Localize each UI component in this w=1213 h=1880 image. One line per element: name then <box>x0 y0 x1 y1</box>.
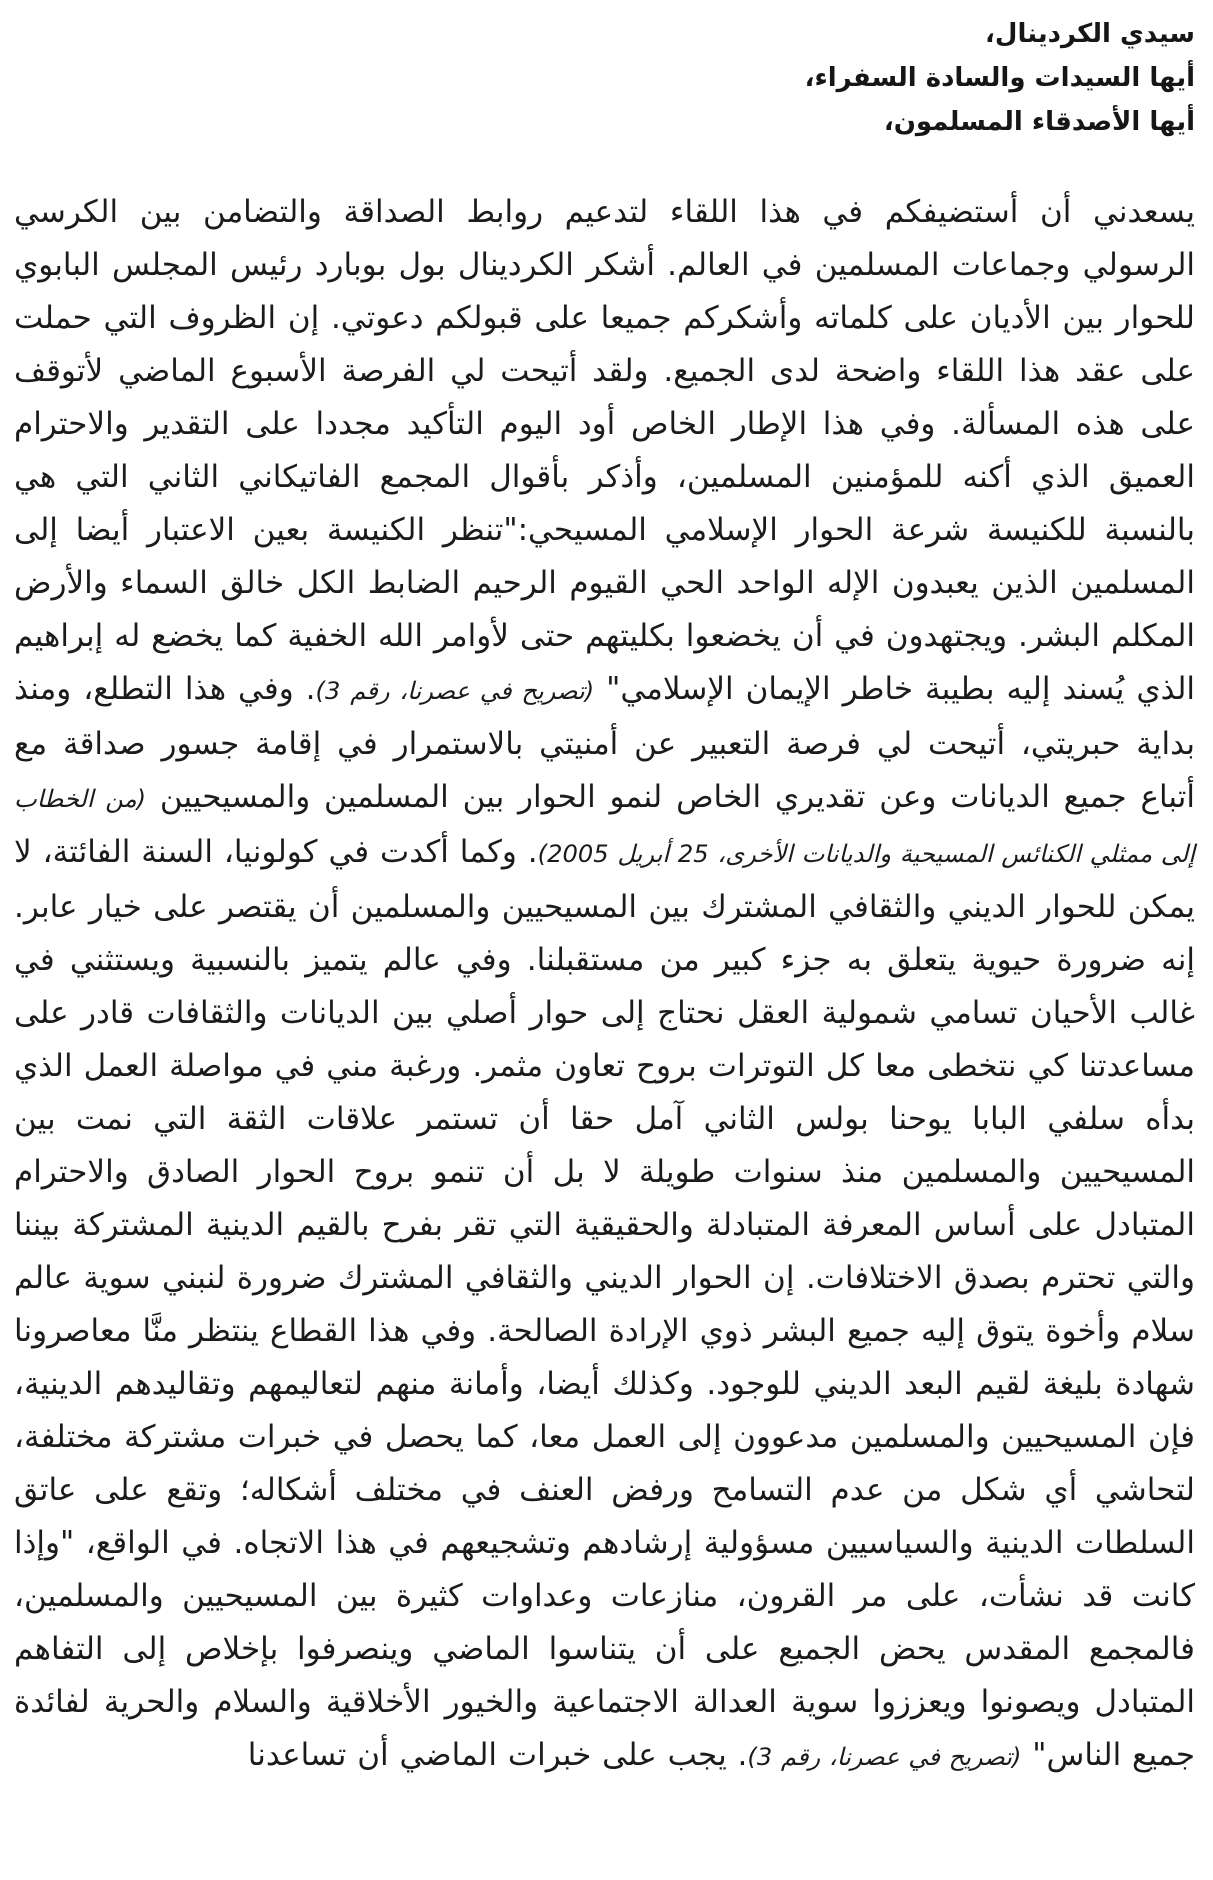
salutation <box>14 12 1195 144</box>
body-paragraph <box>14 186 1195 1784</box>
text-run: . وفي هذا التطلع، ومنذ بداية حبريتي، أتيحت لي فرصة التعبير عن أمنيتي بالاستمرار في إقامة جسور صداقة مع أتباع جميع الديانات وعن تقديري الخاص لنمو الحوار بين المسلمين والمسيحيين <box>14 671 1195 815</box>
citation-run: (تصريح في عصرنا، رقم 3) <box>747 1743 1022 1771</box>
salutation-line-ambassadors: أيها السيدات والسادة السفراء، <box>804 63 1195 93</box>
citation-run: (من الخطاب إلى ممثلي الكنائس المسيحية والديانات الأخرى، 25 أبريل 2005) <box>14 785 1195 868</box>
text-run: . وكما أكدت في كولونيا، السنة الفائتة، لا يمكن للحوار الديني والثقافي المشترك بين المسيحيين والمسلمين أن يقتصر على خيار عابر. إنه ضرورة حيوية يتعلق به جزء كبير من مستقبلنا. وفي عالم يتميز بالنسبية ويستثني في غالب الأحيان تسامي شمولية العقل نحتاج إلى حوار أصلي بين الديانات والثقافات قادر على مساعدتنا كي نتخطى معا كل التوترات بروح تعاون مثمر. ورغبة مني في مواصلة العمل الذي بدأه سلفي البابا يوحنا بولس الثاني آمل حقا أن تستمر علاقات الثقة التي نمت بين المسيحيين والمسلمين منذ سنوات طويلة لا بل أن تنمو بروح الحوار الصادق والاحترام المتبادل على أساس المعرفة المتبادلة والحقيقية التي تقر بفرح بالقيم الدينية المشتركة بيننا والتي تحترم بصدق الاختلافات. إن الحوار الديني والثقافي المشترك ضرورة لنبني سوية عالم سلام وأخوة يتوق إليه جميع البشر ذوي الإرادة الصالحة. وفي هذا القطاع ينتظر منَّا معاصرونا شهادة بليغة لقيم البعد الديني للوجود. وكذلك أيضا، وأمانة منهم لتعاليمهم وتقاليدهم الدينية، فإن المسيحيين والمسلمين مدعوون إلى العمل معا، كما يحصل في خبرات مشتركة مختلفة، لتحاشي أي شكل من عدم التسامح ورفض العنف في مختلف أشكاله؛ وتقع على عاتق السلطات الدينية والسياسيين مسؤولية إرشادهم وتشجيعهم في هذا الاتجاه. في الواقع، "وإذا كانت قد نشأت، على مر القرون، منازعات وعداوات كثيرة بين المسيحيين والمسلمين، فالمجمع المقدس يحض الجميع على أن يتناسوا الماضي وينصرفوا بإخلاص إلى التفاهم المتبادل ويصونوا ويعززوا سوية العدالة الاجتماعية والخيور الأخلاقية والسلام والحرية لفائدة جميع الناس" <box>14 834 1195 1773</box>
salutation-line-muslim-friends: أيها الأصدقاء المسلمون، <box>883 107 1195 137</box>
salutation-line-cardinal: سيدي الكردينال، <box>985 19 1195 49</box>
text-run: . يجب على خبرات الماضي أن تساعدنا <box>247 1737 748 1773</box>
text-run: يسعدني أن أستضيفكم في هذا اللقاء لتدعيم روابط الصداقة والتضامن بين الكرسي الرسولي وجماعات المسلمين في العالم. أشكر الكردينال بول بوبارد رئيس المجلس البابوي للحوار بين الأديان على كلماته وأشكركم جميعا على قبولكم دعوتي. إن الظروف التي حملت على عقد هذا اللقاء واضحة لدى الجميع. ولقد أتيحت لي الفرصة الأسبوع الماضي لأتوقف على هذه المسألة. وفي هذا الإطار الخاص أود اليوم التأكيد مجددا على التقدير والاحترام العميق الذي أكنه للمؤمنين المسلمين، وأذكر بأقوال المجمع الفاتيكاني الثاني التي هي بالنسبة للكنيسة شرعة الحوار الإسلامي المسيحي:"تنظر الكنيسة بعين الاعتبار أيضا إلى المسلمين الذين يعبدون الإله الواحد الحي القيوم الرحيم الضابط الكل خالق السماء والأرض المكلم البشر. ويجتهدون في أن يخضعوا بكليتهم حتى لأوامر الله الخفية كما يخضع له إبراهيم الذي يُسند إليه بطيبة خاطر الإيمان الإسلامي" <box>14 194 1195 707</box>
citation-run: (تصريح في عصرنا، رقم 3) <box>315 677 595 705</box>
